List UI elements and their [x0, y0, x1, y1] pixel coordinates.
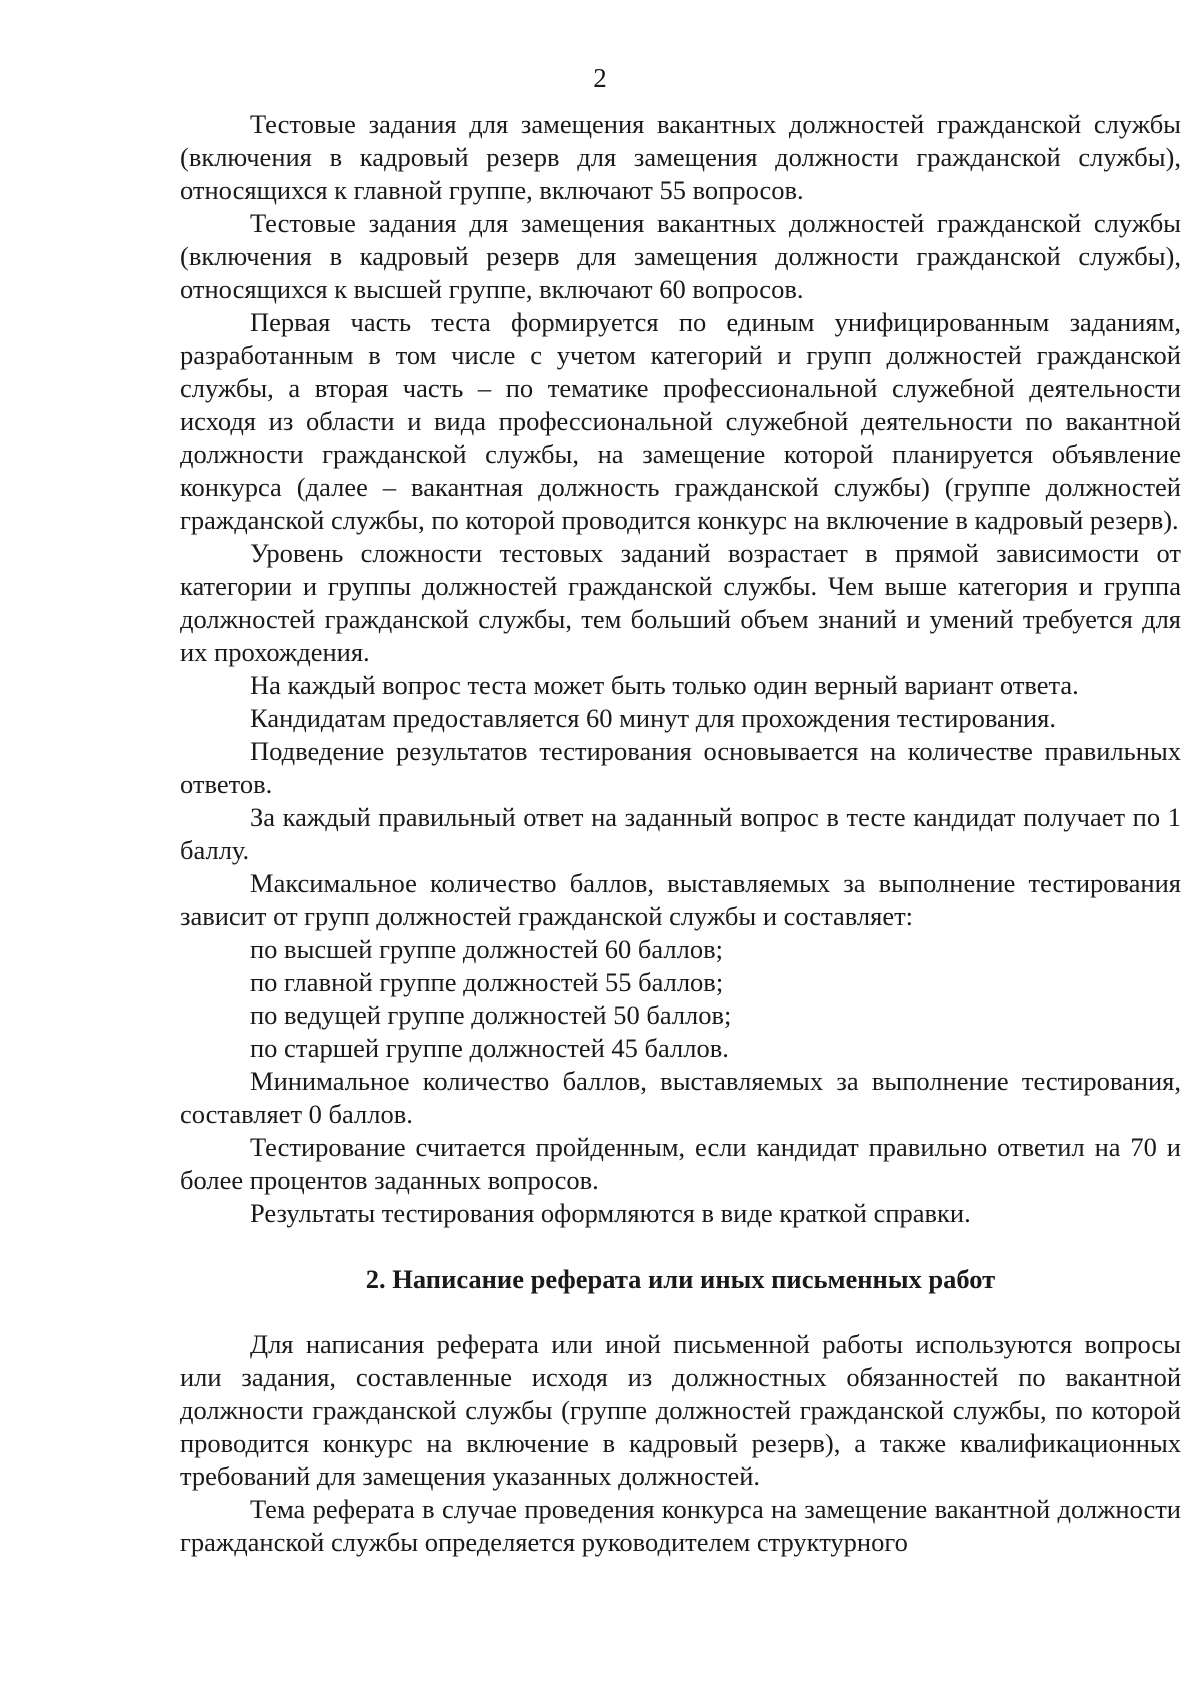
- paragraph: Минимальное количество баллов, выставляемых за выполнение тестирования, составляет 0 баллов.: [180, 1066, 1181, 1129]
- paragraph: Для написания реферата или иной письменной работы используются вопросы или задания, составленные исходя из должностных обязанностей по вакантной должности гражданской службы (группе должностей гражданской службы, по которой проводится конкурс на включение в кадровый резерв), а также квалификационных требований для замещения указанных должностей.: [180, 1329, 1181, 1491]
- paragraph: Тема реферата в случае проведения конкурса на замещение вакантной должности гражданской службы определяется руководителем структурного: [180, 1494, 1181, 1557]
- paragraph: Результаты тестирования оформляются в виде краткой справки.: [250, 1198, 971, 1228]
- paragraph: Тестирование считается пройденным, если кандидат правильно ответил на 70 и более процентов заданных вопросов.: [180, 1132, 1181, 1195]
- paragraph: На каждый вопрос теста может быть только один верный вариант ответа.: [250, 670, 1079, 700]
- list-item: по главной группе должностей 55 баллов;: [250, 967, 724, 997]
- paragraph: Максимальное количество баллов, выставляемых за выполнение тестирования зависит от групп должностей гражданской службы и составляет:: [180, 868, 1181, 931]
- paragraph: Первая часть теста формируется по единым унифицированным заданиям, разработанным в том числе с учетом категорий и групп должностей гражданской службы, а вторая часть – по тематике профессиональной служебной деятельности исходя из области и вида профессиональной служебной деятельности по вакантной должности гражданской службы, на замещение которой планируется объявление конкурса (далее – вакантная должность гражданской службы) (группе должностей гражданской службы, по которой проводится конкурс на включение в кадровый резерв).: [180, 307, 1181, 535]
- paragraph: Уровень сложности тестовых заданий возрастает в прямой зависимости от категории и группы должностей гражданской службы. Чем выше категория и группа должностей гражданской службы, тем больший объем знаний и умений требуется для их прохождения.: [180, 538, 1181, 667]
- paragraph: За каждый правильный ответ на заданный вопрос в тесте кандидат получает по 1 баллу.: [180, 802, 1181, 865]
- page-number: 2: [593, 63, 607, 93]
- list-item: по ведущей группе должностей 50 баллов;: [250, 1000, 732, 1030]
- paragraph: Тестовые задания для замещения вакантных должностей гражданской службы (включения в кадровый резерв для замещения должности гражданской службы), относящихся к главной группе, включают 55 вопросов.: [180, 109, 1181, 205]
- paragraph: Подведение результатов тестирования основывается на количестве правильных ответов.: [180, 736, 1181, 799]
- document-body: [180, 108, 1181, 1559]
- paragraph: Тестовые задания для замещения вакантных должностей гражданской службы (включения в кадровый резерв для замещения должности гражданской службы), относящихся к высшей группе, включают 60 вопросов.: [180, 208, 1181, 304]
- paragraph: Кандидатам предоставляется 60 минут для прохождения тестирования.: [250, 703, 1056, 733]
- section-heading: 2. Написание реферата или иных письменных работ: [365, 1264, 996, 1294]
- list-item: по старшей группе должностей 45 баллов.: [250, 1033, 729, 1063]
- list-item: по высшей группе должностей 60 баллов;: [250, 934, 723, 964]
